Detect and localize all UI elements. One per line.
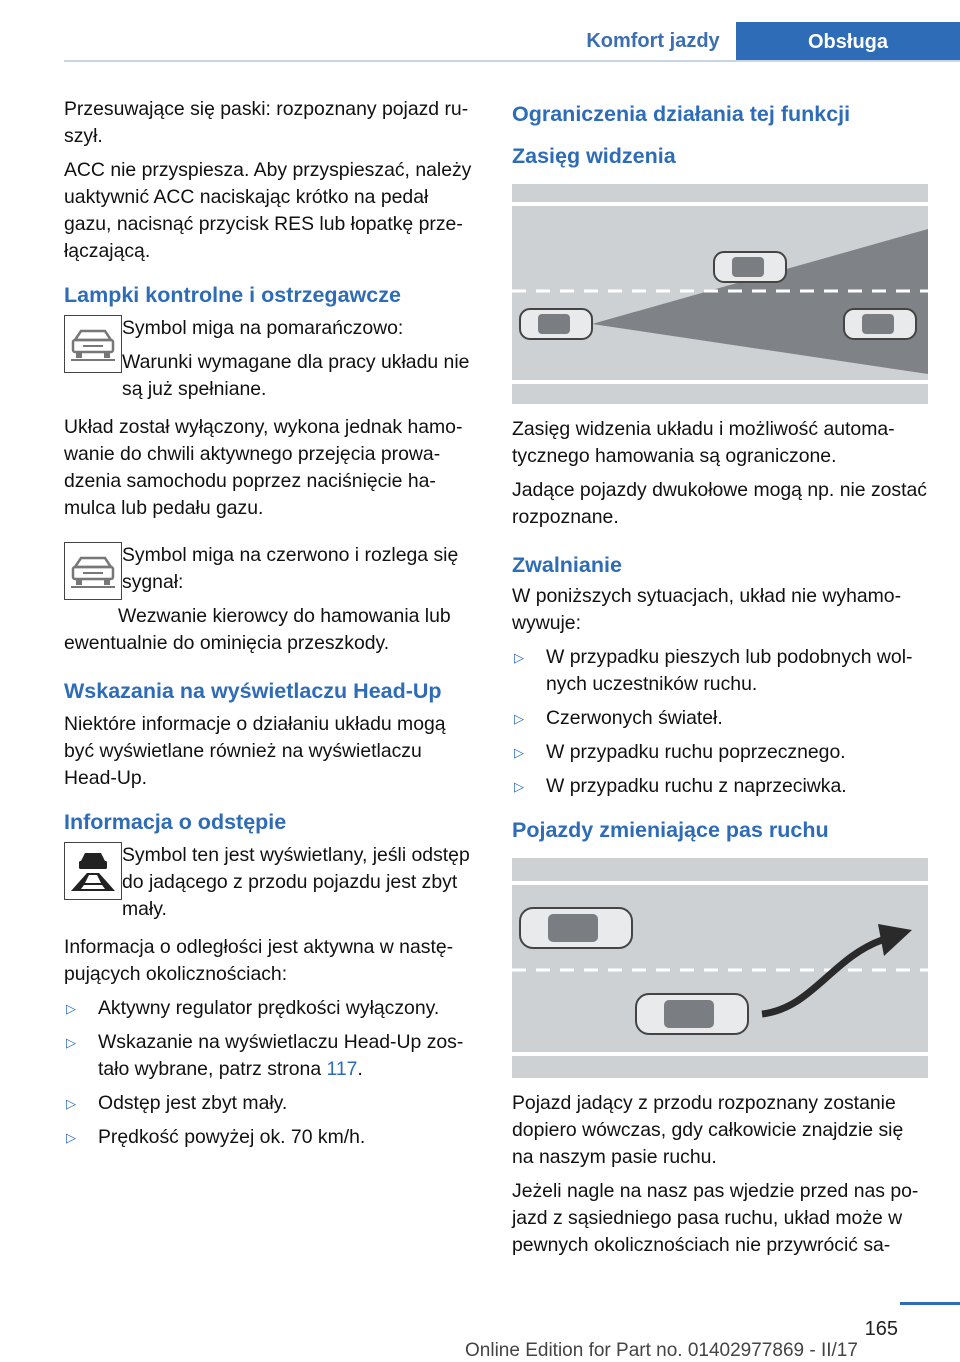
list-item: ▷ Aktywny regulator prędkości wyłączony. bbox=[64, 995, 478, 1022]
page-reference-link[interactable]: 117 bbox=[326, 1058, 358, 1080]
paragraph: W poniższych sytuacjach, układ nie wyhamowywuje: bbox=[512, 585, 902, 634]
bullet-triangle-icon: ▷ bbox=[66, 1096, 76, 1111]
slowing-exceptions-list bbox=[512, 644, 928, 800]
paragraph: ACC nie przyspiesza. Aby przyspieszać, należy uaktywnić ACC naciskając krótko na pedał gazu, nacisnąć przycisk RES lub łopatkę przełączającą. bbox=[64, 159, 472, 262]
heading-distance-info: Informacja o odstępie bbox=[64, 810, 287, 834]
illustration-range bbox=[512, 184, 928, 404]
indicator-text: Symbol ten jest wyświetlany, jeśli odstęp do jadącego z przodu pojazdu jest zbyt mały. bbox=[122, 844, 470, 920]
distance-conditions-list bbox=[64, 995, 478, 1151]
heading-limits: Ograniczenia działania tej funkcji bbox=[512, 102, 851, 126]
list-item: ▷ Czerwonych świateł. bbox=[512, 705, 928, 732]
heading-slowing: Zwalnianie bbox=[512, 553, 622, 577]
paragraph: Przesuwające się paski: rozpoznany pojazd ruszył. bbox=[64, 98, 469, 147]
header-chapter-tab[interactable]: Obsługa bbox=[736, 22, 960, 62]
bullet-triangle-icon: ▷ bbox=[514, 650, 524, 665]
car-ahead-icon bbox=[64, 542, 122, 600]
bullet-triangle-icon: ▷ bbox=[514, 779, 524, 794]
bullet-triangle-icon: ▷ bbox=[514, 711, 524, 726]
paragraph: Układ został wyłączony, wykona jednak hamowanie do chwili aktywnego przejęcia prowadzenia samochodu poprzez naciśnięcie hamulca lub pedału gazu. bbox=[64, 416, 463, 519]
paragraph: Niektóre informacje o działaniu układu mogą być wyświetlane również na wyświetlaczu Head-Up. bbox=[64, 713, 446, 789]
indicator-text: Warunki wymagane dla pracy układu nie są już spełniane. bbox=[122, 351, 470, 400]
heading-warning-lamps: Lampki kontrolne i ostrzegawcze bbox=[64, 283, 401, 307]
paragraph: Informacja o odległości jest aktywna w następujących okolicznościach: bbox=[64, 936, 454, 985]
car-icon bbox=[636, 994, 748, 1034]
distance-warning-icon bbox=[64, 842, 122, 900]
indicator-text: Wezwanie kierowcy do hamowania lub ewentualnie do ominięcia przeszkody. bbox=[64, 605, 451, 654]
paragraph: Pojazd jadący z przodu rozpoznany zostanie dopiero wówczas, gdy całkowicie znajdzie się na naszym pasie ruchu. bbox=[512, 1092, 904, 1168]
distance-indicator bbox=[64, 842, 478, 930]
edition-text: Online Edition for Part no. 01402977869 - II/17 bbox=[465, 1340, 858, 1361]
bullet-triangle-icon: ▷ bbox=[66, 1035, 76, 1050]
car-icon bbox=[714, 252, 786, 282]
indicator-text: Symbol miga na pomarańczowo: bbox=[122, 317, 404, 339]
list-item: ▷ Wskazanie na wyświetlaczu Head-Up zostało wybrane, patrz strona 117. bbox=[66, 1031, 464, 1080]
footer-rule bbox=[900, 1302, 960, 1305]
list-item: ▷ W przypadku ruchu z naprzeciwka. bbox=[512, 773, 928, 800]
header-rule bbox=[64, 60, 960, 62]
heading-range: Zasięg widzenia bbox=[512, 144, 676, 168]
bullet-triangle-icon: ▷ bbox=[514, 745, 524, 760]
right-column bbox=[512, 96, 928, 1266]
heading-lane-change: Pojazdy zmieniające pas ruchu bbox=[512, 818, 829, 842]
car-icon bbox=[520, 309, 592, 339]
bullet-triangle-icon: ▷ bbox=[66, 1130, 76, 1145]
car-icon bbox=[520, 908, 632, 948]
paragraph: Jadące pojazdy dwukołowe mogą np. nie zostać rozpoznane. bbox=[512, 479, 927, 528]
list-item: ▷ Prędkość powyżej ok. 70 km/h. bbox=[64, 1124, 478, 1151]
indicator-text: Symbol miga na czerwono i rozlega się sygnał: bbox=[122, 544, 459, 593]
illustration-lane-change bbox=[512, 858, 928, 1078]
heading-head-up: Wskazania na wyświetlaczu Head-Up bbox=[64, 679, 442, 703]
indicator-orange bbox=[64, 315, 478, 410]
page-number: 165 bbox=[864, 1318, 898, 1340]
list-item: ▷ W przypadku ruchu poprzecznego. bbox=[512, 739, 928, 766]
paragraph: Zasięg widzenia układu i możliwość automatycznego hamowania są ograniczone. bbox=[512, 418, 895, 467]
list-item: ▷ Odstęp jest zbyt mały. bbox=[64, 1090, 478, 1117]
car-ahead-icon bbox=[64, 315, 122, 373]
list-item: ▷ W przypadku pieszych lub podobnych wolnych uczestników ruchu. bbox=[514, 646, 913, 695]
bullet-triangle-icon: ▷ bbox=[66, 1001, 76, 1016]
left-column bbox=[64, 96, 478, 1158]
indicator-red bbox=[64, 542, 478, 603]
header-section-tab[interactable]: Komfort jazdy bbox=[586, 29, 720, 52]
car-icon bbox=[844, 309, 916, 339]
paragraph: Jeżeli nagle na nasz pas wjedzie przed nas pojazd z sąsiedniego pasa ruchu, układ może w pewnych okolicznościach nie przywrócić sa- bbox=[512, 1180, 919, 1256]
